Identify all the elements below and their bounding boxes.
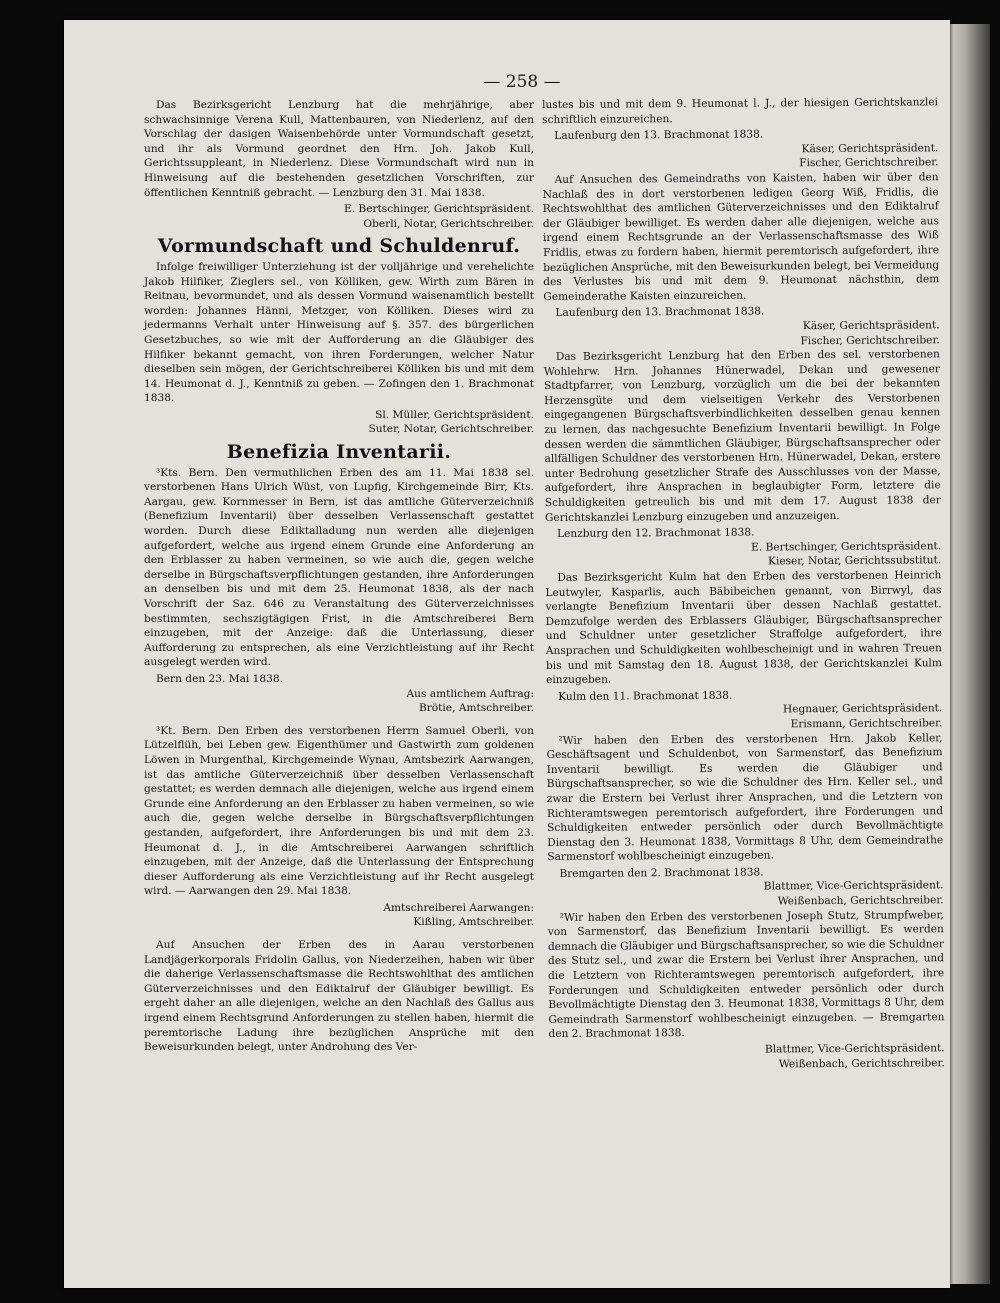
notice-keller: ²Wir haben den Erben des verstorbenen Hrn. Jakob Keller, Geschäftsagent und Schuldenbot, von Sarmenstorf, das Benefizium Inventarii bewilligt. Es werden die Gläubiger und Bürgschaftsansprecher, so wie die Schuldner des Hrn. Keller sel., und zwar die Erstern bei Verlust ihrer Ansprachen, und die Letztern von Richteramtswegen peremtorisch aufgefordert, ihre Forderungen und Schuldigkeiten entweder persönlich oder durch Bevollmächtigte Dienstag den 3. Heumonat 1838, Vormittags 8 Uhr, dem Gemeindrathe Sarmenstorf wohlbescheinigt einzugeben. — [546, 731, 944, 864]
dateline: Bern den 23. Mai 1838. — [156, 672, 284, 685]
signature: E. Bertschinger, Gerichtspräsident. — [343, 203, 534, 216]
signature: Weißenbach, Gerichtschreiber. — [778, 1056, 945, 1070]
signature: Blattmer, Vice-Gerichtspräsident. — [764, 1042, 945, 1056]
signature: Käser, Gerichtspräsident. — [802, 319, 940, 333]
dateline: Kulm den 11. Brachmonat 1838. — [558, 689, 733, 703]
page-number: — 258 — — [483, 72, 561, 92]
signature: Fischer, Gerichtschreiber. — [799, 156, 939, 170]
signature: Sl. Müller, Gerichtspräsident. — [375, 408, 534, 421]
signature: Kieser, Notar, Gerichtssubstitut. — [767, 554, 942, 568]
signature: Fischer, Gerichtschreiber. — [800, 333, 940, 347]
signature: Brötie, Amtschreiber. — [418, 702, 534, 715]
right-column — [542, 95, 945, 1073]
notice-gallus: Auf Ansuchen der Erben des in Aarau verstorbenen Landjägerkorporals Fridolin Gallus, von Niederzeihen, haben wir über die daherige Verlassenschaftsmasse die Rechtswohlthat des amtlichen Güterverzeichnisses und den Ediktalruf der Gläubiger bewilligt. Es ergeht daher an alle diejenigen, welche an den Nachlaß des Gallus aus irgend einem Rechtsgrund Anforderungen zu stellen haben, hiermit die peremtorische Ladung ihre bezüglichen Ansprüche mit den Beweisurkunden belegt, unter Androhung des Ver- — [144, 939, 534, 1054]
signature: E. Bertschinger, Gerichtspräsident. — [751, 540, 942, 554]
signature: Kißling, Amtschreiber. — [413, 916, 534, 929]
notice-wiss: Auf Ansuchen des Gemeindraths von Kaisten, haben wir über den Nachlaß des in dort verstorbenen ledigen Georg Wiß, Fridlis, die Rechtswohlthat des amtlichen Güterverzeichnisses und den Ediktalruf der Gläubiger bewilliget. Es werden daher alle diejenigen, welche aus irgend einem Rechtsgrunde an der Verlassenschaftsmasse des Wiß Fridlis, etwas zu fordern haben, hiermit peremtorisch aufgefordert, ihre bezüglichen Ansprüche, mit den Beweisurkunden belegt, bei Vermeidung des Verlustes bis und mit dem 9. Heumonat nächsthin, dem Gemeinderathe Kaisten einzureichen. — [542, 171, 940, 303]
signature: Weißenbach, Gerichtschreiber. — [777, 894, 944, 908]
signature: Suter, Notar, Gerichtschreiber. — [368, 423, 534, 436]
signature: Oberli, Notar, Gerichtschreiber. — [363, 217, 534, 230]
notice-huenerwadel: Das Bezirksgericht Lenzburg hat den Erben des sel. verstorbenen Wohlehrw. Hrn. Johannes Hünerwadel, Dekan und gewesener Stadtpfarrer, von Lenzburg, vorzüglich um die bei der bekannten Herzensgüte und dem vielseitigen Verkehr des Verstorbenen eingegangenen Bürgschaftsverbindlichkeiten desselben genau kennen zu lernen, das nachgesuchte Benefizium Inventarii bewilligt. In Folge dessen werden die sämmtlichen Gläubiger, Bürgschaftsansprecher oder allfälligen Schuldner des verstorbenen Hrn. Hünerwadel, Dekan, erstere unter Bedrohung gesetzlicher Strafe des Ausschlusses von der Masse, aufgefordert, ihre Ansprachen in beglaubigter Form, letztere die Schuldigkeiten getreulich bis und mit dem 17. August 1838 der Gerichtskanzlei Lenzburg einzugeben und anzuzeigen. — [543, 348, 941, 524]
notice-continuation: lustes bis und mit dem 9. Heumonat l. J., der hiesigen Gerichtskanzlei schriftlich einzureichen. — [542, 96, 939, 126]
signature: Erismann, Gerichtschreiber. — [790, 717, 943, 731]
notice-oberli: ³Kt. Bern. Den Erben des verstorbenen Herrn Samuel Oberli, von Lützelflüh, bei Leben gew. Eigenthümer und Gastwirth zum goldenen Löwen in Murgenthal, Kirchgemeinde Wynau, Amtsbezirk Aarwangen, ist das amtliche Güterverzeichniß über desselben Verlassenschaft gestattet; es werden demnach alle diejenigen, welche aus irgend einem Grunde eine Anforderung an den Erblasser zu haben vermeinen, so wie auch die, gegen welche derselbe in Bürgschaftsverpflichtungen gestanden, aufgefordert, ihre Anforderungen bis und mit dem 23. Heumonat d. J., in die Amtschreiberei Aarwangen schriftlich einzugeben, mit der Anzeige, daß die Unterlassung der Entsprechung dieser Aufforderung als eine Verzichtleistung auf ihr Recht ausgelegt wird. — Aarwangen den 29. Mai 1838. — [144, 724, 534, 898]
dateline: Bremgarten den 2. Brachmonat 1838. — [559, 866, 764, 880]
signature: Hegnauer, Gerichtspräsident. — [782, 702, 943, 716]
dateline: Laufenburg den 13. Brachmonat 1838. — [555, 305, 765, 320]
left-column — [144, 98, 534, 1057]
notice-hilfiker: Infolge freiwilliger Unterziehung ist der volljährige und verehelichte Jakob Hilfiker, Zieglers sel., von Kölliken, gew. Wirth zum Bären in Reitnau, bevormundet, und als dessen Vormund waisenamtlich bestellt worden: Johannes Hänni, Metzger, von Kölliken. Dieses wird zu jedermanns Verhalt unter Hinweisung auf §. 357. des bürgerlichen Gesetzbuches, so wie mit der Aufforderung an die Gläubiger des Hilfiker bekannt gemacht, von ihren Forderungen, welcher Natur dieselben sein mögen, der Gerichtschreiberei Kölliken bis und mit dem 14. Heumonat d. J., Kenntniß zu geben. — Zofingen den 1. Brachmonat 1838. — [144, 260, 534, 405]
dateline: Laufenburg den 13. Brachmonat 1838. — [554, 128, 764, 143]
page-edge — [950, 24, 990, 1284]
notice-leutwyler: Das Bezirksgericht Kulm hat den Erben des verstorbenen Heinrich Leutwyler, Kasparlis, auch Bäbibeichen genannt, von Birrwyl, das verlangte Benefizium Inventarii über dessen Nachlaß gestattet. Demzufolge werden des Erblassers Gläubiger, Bürgschaftsansprecher und Schuldner unter gesetzlicher Straffolge aufgefordert, ihre Ansprachen und Schuldigkeiten wohlbescheinigt und in wahren Treuen bis und mit Samstag den 18. August 1838, der Gerichtskanzlei Kulm einzugeben. — [545, 569, 942, 687]
section-heading-vormundschaft: Vormundschaft und Schuldenruf. — [157, 235, 521, 258]
signature: Käser, Gerichtspräsident. — [801, 142, 939, 155]
section-heading-benefizia: Benefizia Inventarii. — [226, 441, 452, 464]
notice-kull: Das Bezirksgericht Lenzburg hat die mehrjährige, aber schwachsinnige Verena Kull, Mattenbauren, von Niederlenz, auf den Vorschlag der dasigen Waisenbehörde unter Vormundschaft gesetzt, und ihr als Vormund geordnet den Hrn. Joh. Jakob Kull, Gerichtssuppleant, in Niederlenz. Diese Vormundschaft wird nun in Hinweisung auf die bestehenden gesetzlichen Vorschriften, zur öffentlichen Kenntniß gebracht. — Lenzburg den 31. Mai 1838. — [144, 99, 534, 199]
notice-stutz: ²Wir haben den Erben des verstorbenen Joseph Stutz, Strumpfweber, von Sarmenstorf, das Benefizium Inventarii bewilligt. Es werden demnach die Gläubiger und Bürgschaftsansprecher, so wie die Schuldner des Stutz sel., und zwar die Erstern bei Verlust ihrer Ansprachen, und die Letztern von Richteramtswegen peremtorisch aufgefordert, ihre Forderungen und Schuldigkeiten entweder persönlich oder durch Bevollmächtigte Dienstag den 3. Heumonat 1838, Vormittags 8 Uhr, dem Gemeindrath Sarmenstorf wohlbescheinigt einzugeben. — Bremgarten den 2. Brachmonat 1838. — [547, 908, 945, 1041]
notice-wuest: ³Kts. Bern. Den vermuthlichen Erben des am 11. Mai 1838 sel. verstorbenen Hans Ulrich Wüst, von Lupfig, Kirchgemeinde Birr, Kts. Aargau, gew. Kornmesser in Bern, ist das amtliche Güterverzeichniß (Benefizium Inventarii) über desselben Verlassenschaft gestattet worden. Durch diese Ediktalladung nun werden alle diejenigen aufgefordert, welche aus irgend einem Grunde eine Anforderung an den Erblasser zu haben vermeinen, so wie auch die, gegen welche derselbe in Bürgschaftsverpflichtungen gestanden, ihre Anforderungen an denselben bis und mit dem 25. Heumonat 1838, als der nach Vorschrift der Saz. 646 zu Veranstaltung des Güterverzeichnisses bestimmten, sechszigtägigen Frist, in die Amtschreiberei Bern einzugeben, mit der Anzeige: daß die Unterlassung, dieser Aufforderung zu entsprechen, als eine Verzichtleistung auf ihr Recht ausgelegt werden wird. — [144, 466, 534, 669]
dateline: Lenzburg den 12. Brachmonat 1838. — [557, 526, 755, 541]
signature: Aus amtlichem Auftrag: — [406, 687, 534, 700]
signature: Blattmer, Vice-Gerichtspräsident. — [763, 879, 944, 893]
signature: Amtschreiberei Aarwangen: — [383, 901, 534, 914]
